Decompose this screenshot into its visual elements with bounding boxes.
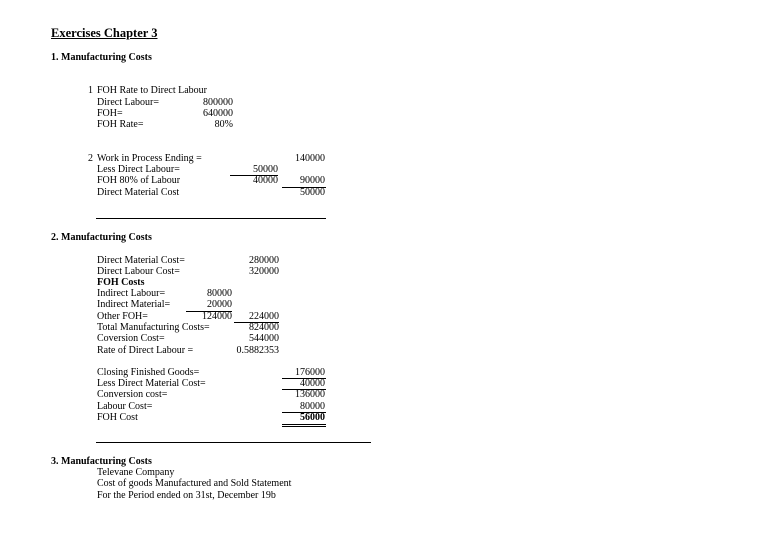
- row-label: Direct Material Cost: [97, 187, 180, 198]
- row-label: Less Direct Material Cost=: [97, 378, 206, 389]
- row-total: 90000: [300, 175, 325, 186]
- row-value: 280000: [249, 255, 279, 266]
- problem-1-title: FOH Rate to Direct Labour: [97, 85, 207, 96]
- row-label: FOH=: [97, 108, 123, 119]
- row-label: Labour Cost=: [97, 401, 153, 412]
- row-value: 176000: [295, 367, 325, 378]
- statement-period: For the Period ended on 31st, December 19b: [97, 490, 276, 501]
- row-value: 80%: [214, 119, 233, 130]
- row-label: Total Manufacturing Costs=: [97, 322, 210, 333]
- row-value: 80000: [207, 288, 232, 299]
- row-value: 50000: [300, 187, 325, 198]
- row-value: 40000: [253, 175, 278, 186]
- section-2-heading: 2. Manufacturing Costs: [51, 232, 152, 243]
- row-value: 40000: [300, 378, 325, 389]
- section-divider: [96, 218, 326, 219]
- row-value: 0.5882353: [236, 345, 279, 356]
- row-label: FOH 80% of Labour: [97, 175, 181, 186]
- row-label: Closing Finished Goods=: [97, 367, 200, 378]
- row-label: Indirect Material=: [97, 299, 171, 310]
- double-underline: [282, 424, 326, 427]
- problem-2-number: 2: [88, 153, 93, 164]
- statement-title: Cost of goods Manufactured and Sold Statement: [97, 478, 292, 489]
- row-label: Coversion Cost=: [97, 333, 165, 344]
- row-label: FOH Cost: [97, 412, 138, 423]
- row-label: Rate of Direct Labour =: [97, 345, 194, 356]
- row-value: 640000: [203, 108, 233, 119]
- section-3-heading: 3. Manufacturing Costs: [51, 456, 152, 467]
- section-divider: [96, 442, 371, 443]
- row-value: 80000: [300, 401, 325, 412]
- row-value: 136000: [295, 389, 325, 400]
- wip-total: 140000: [295, 153, 325, 164]
- row-value: 320000: [249, 266, 279, 277]
- row-value: 824000: [249, 322, 279, 333]
- row-value: 50000: [253, 164, 278, 175]
- row-label: Indirect Labour=: [97, 288, 166, 299]
- company-name: Televane Company: [97, 467, 175, 478]
- row-total: 224000: [249, 311, 279, 322]
- page-title: Exercises Chapter 3: [51, 26, 158, 40]
- row-label: Direct Material Cost=: [97, 255, 185, 266]
- row-value: 20000: [207, 299, 232, 310]
- problem-2-title: Work in Process Ending =: [97, 153, 202, 164]
- foh-costs-heading: FOH Costs: [97, 277, 145, 288]
- section-1-heading: 1. Manufacturing Costs: [51, 52, 152, 63]
- row-value: 544000: [249, 333, 279, 344]
- row-value: 124000: [202, 311, 232, 322]
- row-label: FOH Rate=: [97, 119, 144, 130]
- row-label: Direct Labour Cost=: [97, 266, 180, 277]
- row-label: Other FOH=: [97, 311, 148, 322]
- problem-1-number: 1: [88, 85, 93, 96]
- row-label: Less Direct Labour=: [97, 164, 180, 175]
- row-label: Conversion cost=: [97, 389, 168, 400]
- foh-cost-result: 56000: [300, 412, 325, 423]
- row-value: 800000: [203, 97, 233, 108]
- row-label: Direct Labour=: [97, 97, 160, 108]
